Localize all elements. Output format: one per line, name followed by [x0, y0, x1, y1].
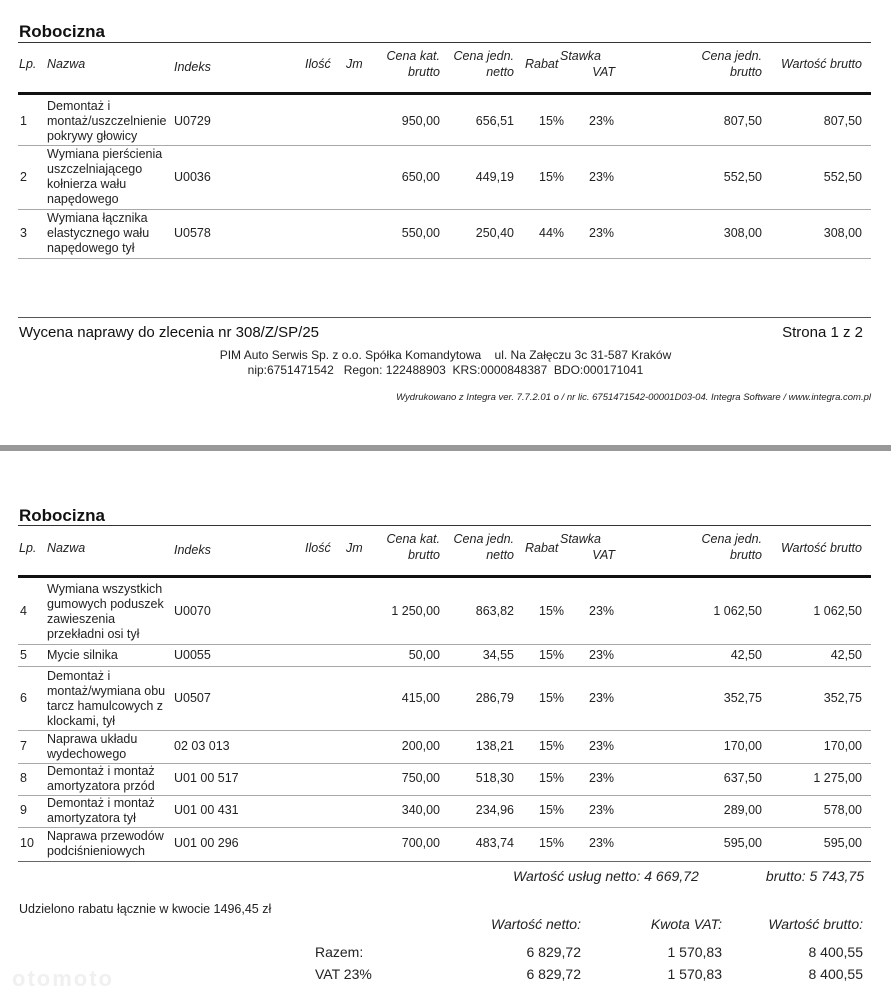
row-nazwa: Demontaż i montaż amortyzatora przód: [47, 764, 155, 793]
section-rule: [18, 525, 871, 526]
discount-note: Udzielono rabatu łącznie w kwocie 1496,45 zł: [19, 902, 272, 916]
table-row: 6 Demontaż i montaż/wymiana obu tarcz hamulcowych z klockami, tył U0507 415,00 286,79 15% 23% 352,75 352,75: [20, 669, 862, 728]
table-row: 1 Demontaż i montaż/uszczelnienie pokrywy głowicy U0729 950,00 656,51 15% 23% 807,50 807,50: [20, 99, 862, 143]
col-nazwa: Nazwa: [47, 541, 86, 555]
row-nazwa: Naprawa układu wydechowego: [47, 732, 138, 761]
col-cena-brutto: Cena jedn. brutto: [701, 49, 762, 79]
col-lp: Lp.: [19, 541, 37, 555]
row-nazwa: Wymiana pierścienia uszczelniającego kołnierza wału napędowego: [47, 147, 163, 206]
col-indeks: Indeks: [174, 60, 211, 74]
col-rabat: Rabat: [525, 541, 559, 555]
section-rule: [18, 42, 871, 43]
table-row: 8 Demontaż i montaż amortyzatora przód U01 00 517 750,00 518,30 15% 23% 637,50 1 275,00: [20, 764, 862, 793]
col-ilosc: Ilość: [305, 541, 331, 555]
table-row: 4 Wymiana wszystkich gumowych poduszek zawieszenia przekładni osi tył U0070 1 250,00 863,82 15% 23% 1 062,50 1 062,50: [20, 582, 862, 641]
col-cena-brutto: Cena jedn. brutto: [701, 532, 762, 562]
col-jm: Jm: [346, 541, 363, 555]
printed-by-note: Wydrukowano z Integra ver. 7.7.2.01 o / nr lic. 6751471542-00001D03-04. Integra Software / www.integra.com.pl: [396, 392, 871, 403]
summary-header-netto: Wartość netto:: [490, 916, 581, 932]
summary-row-label: Razem:: [315, 944, 364, 960]
row-nazwa: Demontaż i montaż/wymiana obu tarcz hamulcowych z klockami, tył: [47, 669, 166, 728]
summary-header-vat: Kwota VAT:: [650, 916, 722, 932]
summary-header-brutto: Wartość brutto:: [768, 916, 863, 932]
services-netto-total: Wartość usług netto: 4 669,72: [513, 868, 699, 884]
row-nazwa: Demontaż i montaż/uszczelnienie pokrywy głowicy: [47, 99, 167, 143]
col-nazwa: Nazwa: [47, 57, 86, 71]
col-cena-kat: Cena kat. brutto: [386, 532, 440, 562]
col-wartosc-brutto: Wartość brutto: [780, 57, 862, 71]
company-ids: nip:6751471542 Regon: 122488903 KRS:0000848387 BDO:000171041: [247, 363, 644, 377]
row-nazwa: Wymiana wszystkich gumowych poduszek zawieszenia przekładni osi tył: [47, 582, 164, 641]
col-cena-netto: Cena jedn. netto: [453, 532, 514, 562]
table-row: 3 Wymiana łącznika elastycznego wału napędowego tył U0578 550,00 250,40 44% 23% 308,00 308,00: [20, 211, 862, 255]
table-row: 9 Demontaż i montaż amortyzatora tył U01 00 431 340,00 234,96 15% 23% 289,00 578,00: [20, 796, 862, 825]
footer-rule: [18, 317, 871, 318]
page-number: Strona 1 z 2: [782, 324, 863, 341]
watermark: otomoto: [12, 966, 114, 991]
col-indeks: Indeks: [174, 543, 211, 557]
col-ilosc: Ilość: [305, 57, 331, 71]
row-nazwa: Mycie silnika: [47, 648, 118, 662]
table-row: 2 Wymiana pierścienia uszczelniającego kołnierza wału napędowego U0036 650,00 449,19 15% 23% 552,50 552,50: [20, 147, 862, 206]
col-jm: Jm: [346, 57, 363, 71]
col-stawka-vat: Stawka VAT: [560, 49, 615, 79]
row-nazwa: Wymiana łącznika elastycznego wału napędowego tył: [47, 211, 150, 255]
section-title-labor: Robocizna: [19, 22, 105, 41]
summary-row-label: VAT 23%: [315, 966, 372, 982]
row-nazwa: Naprawa przewodów podciśnieniowych: [47, 829, 164, 858]
row-nazwa: Demontaż i montaż amortyzatora tył: [47, 796, 155, 825]
header-rule: [18, 575, 871, 578]
col-stawka-vat: Stawka VAT: [560, 532, 615, 562]
col-rabat: Rabat: [525, 57, 559, 71]
table-row: 10 Naprawa przewodów podciśnieniowych U01 00 296 700,00 483,74 15% 23% 595,00 595,00: [20, 829, 862, 858]
table-row: 7 Naprawa układu wydechowego 02 03 013 200,00 138,21 15% 23% 170,00 170,00: [20, 732, 862, 761]
col-cena-netto: Cena jedn. netto: [453, 49, 514, 79]
col-lp: Lp.: [19, 57, 37, 71]
section-title-labor: Robocizna: [19, 506, 105, 525]
page-separator: [0, 445, 891, 451]
company-address: PIM Auto Serwis Sp. z o.o. Spółka Komandytowa ul. Na Załęczu 3c 31-587 Kraków: [219, 348, 672, 362]
col-cena-kat: Cena kat. brutto: [386, 49, 440, 79]
services-brutto-total: brutto: 5 743,75: [765, 868, 864, 884]
table-row: 5 Mycie silnika U0055 50,00 34,55 15% 23% 42,50 42,50: [20, 648, 862, 662]
document-title: Wycena naprawy do zlecenia nr 308/Z/SP/25: [19, 324, 320, 341]
header-rule: [18, 92, 871, 95]
col-wartosc-brutto: Wartość brutto: [780, 541, 862, 555]
